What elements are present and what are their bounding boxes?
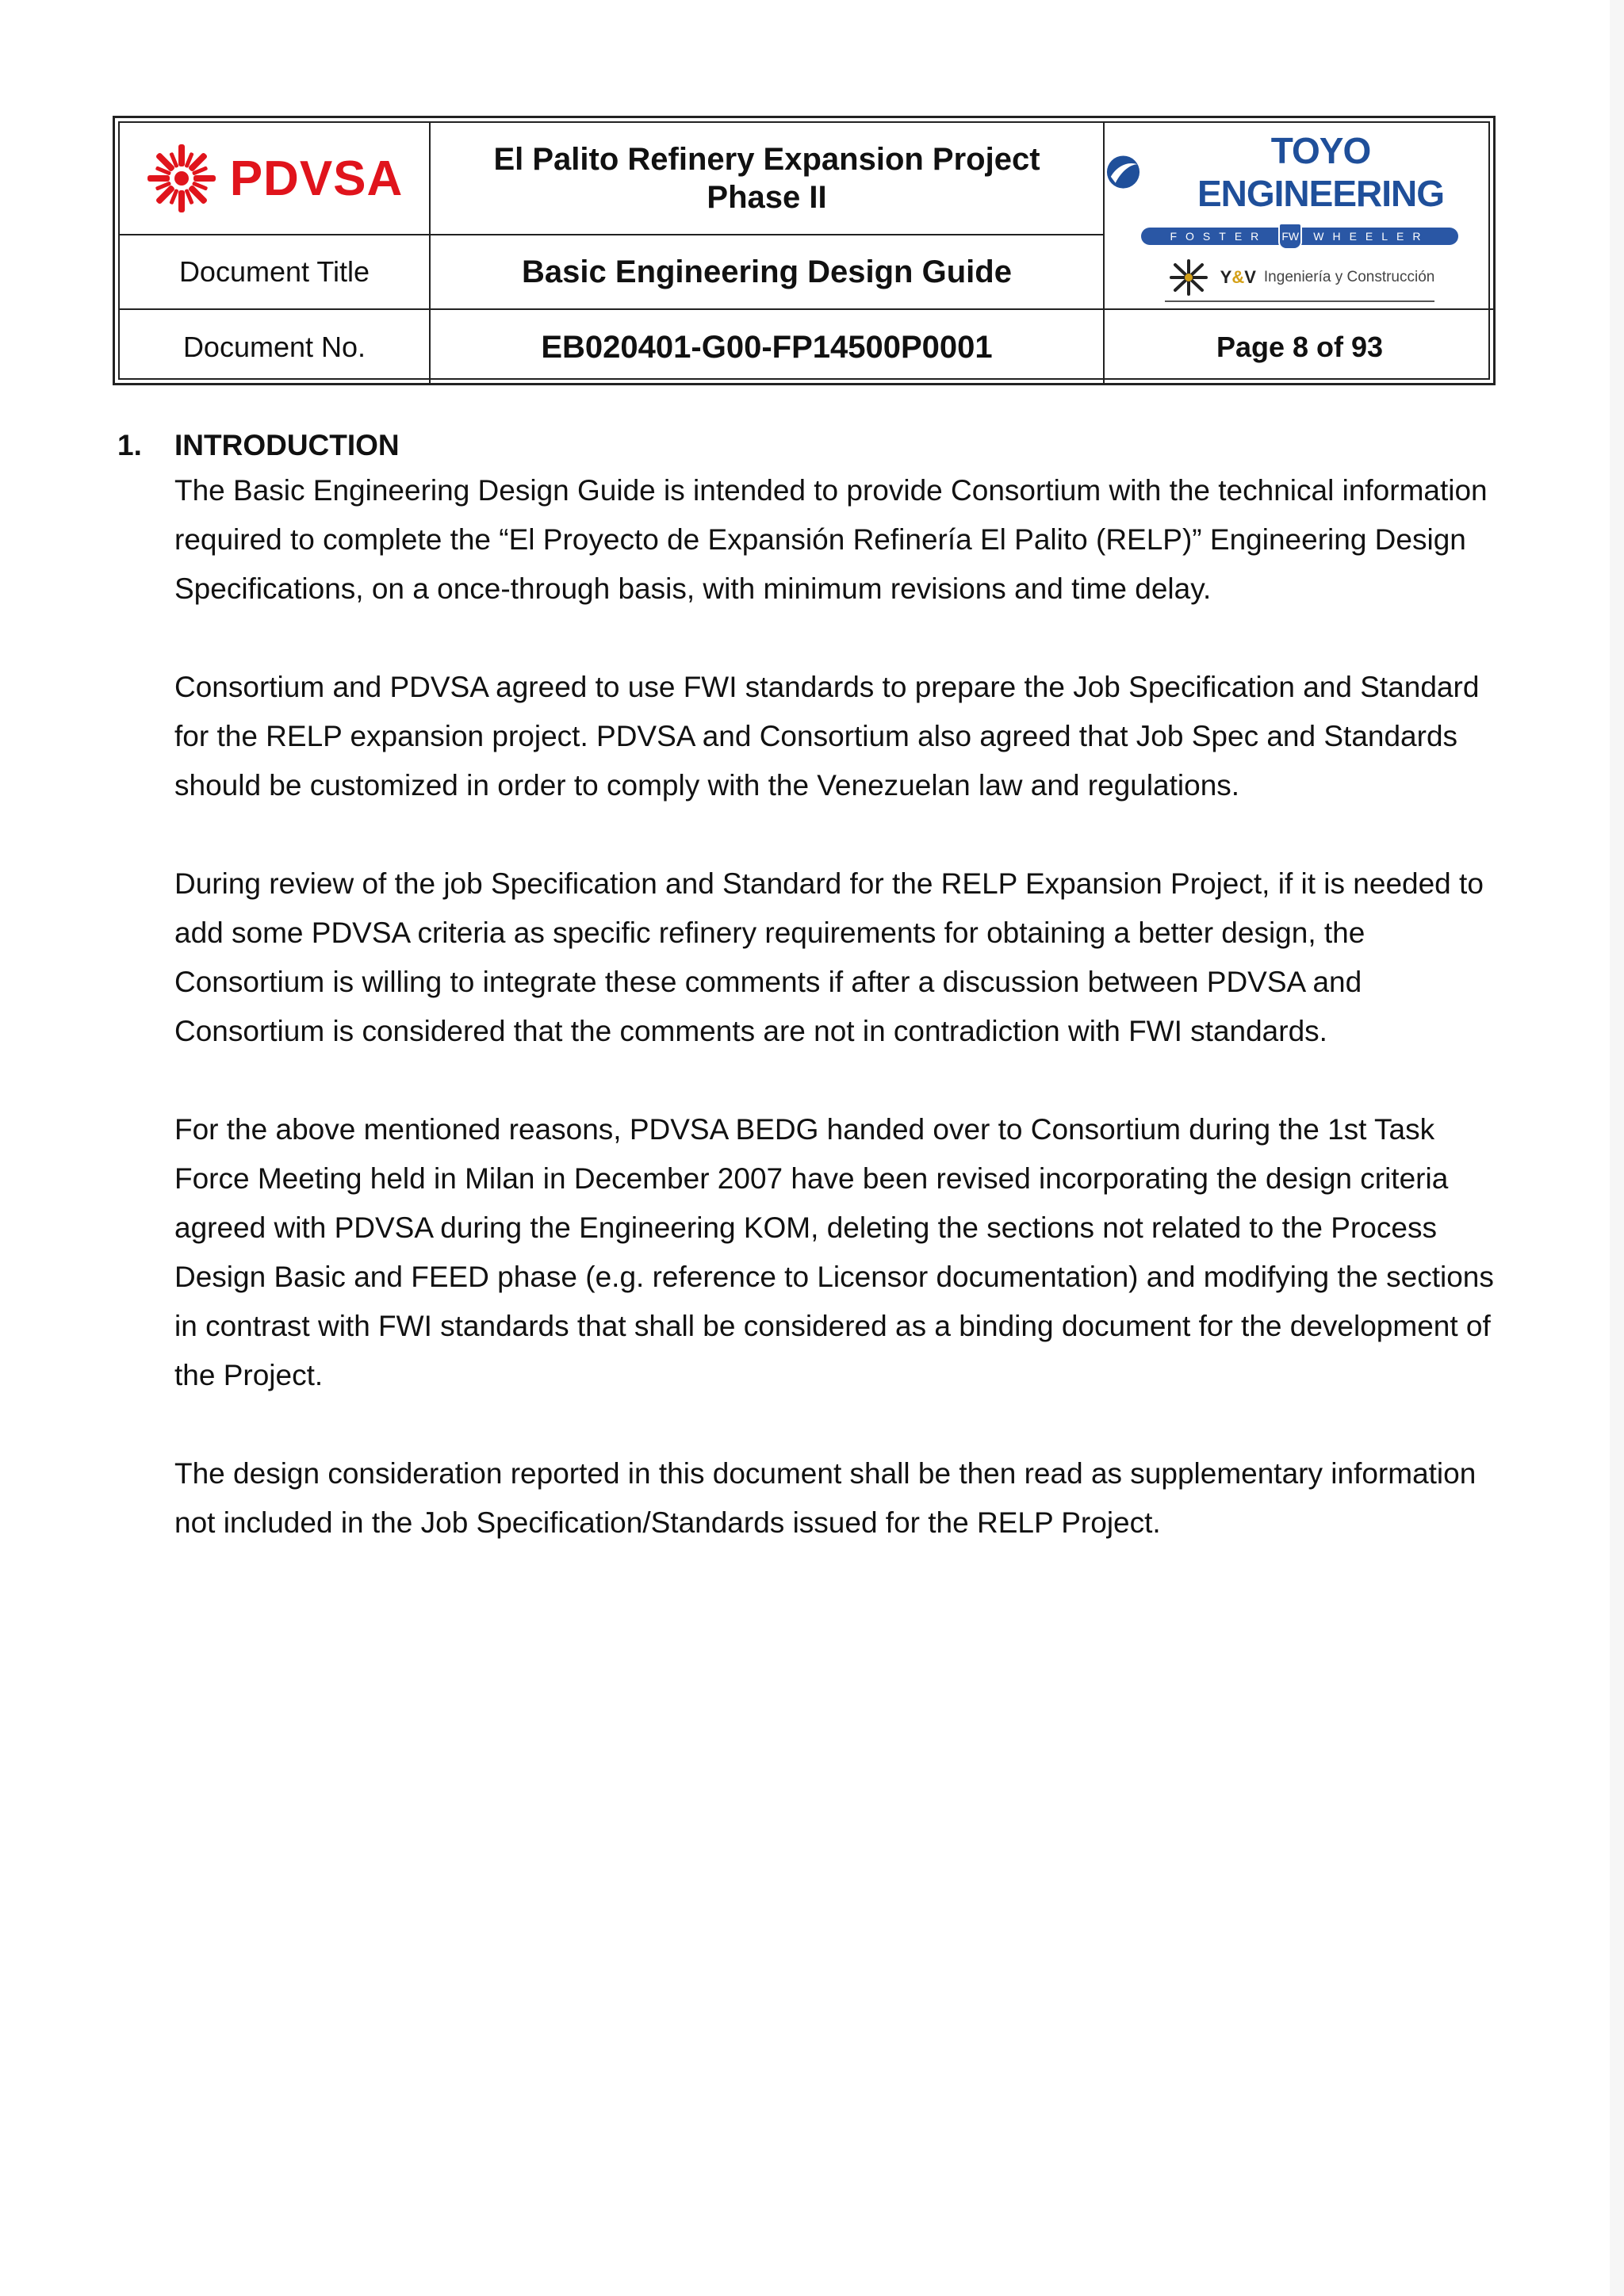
fw-left-text: FOSTER (1170, 230, 1268, 243)
pdvsa-sun-icon (146, 143, 217, 214)
paragraph-5: The design consideration reported in this document shall be then read as supplementary information not included in the Job Specification/Standards issued for the RELP Project. (174, 1457, 1477, 1539)
yv-tagline: Ingeniería y Construcción (1263, 269, 1435, 285)
pdvsa-logo (146, 143, 404, 214)
paragraph-4: For the above mentioned reasons, PDVSA BEDG handed over to Consortium during the 1st Task Force Meeting held in Milan in December 2007 have been revised incorporating the design criteria agreed with PDVSA during the Engineering KOM, deleting the sections not related to the Process Design Basic and FEED phase (e.g. reference to Licensor documentation) and modifying the sections in contrast with FWI standards that shall be considered as a binding document for the development of the Project. (174, 1113, 1494, 1391)
fw-emblem-icon: FW (1278, 223, 1302, 250)
page-indicator: Page 8 of 93 (1216, 331, 1384, 363)
yv-logo (1165, 258, 1435, 302)
toyo-logo (1105, 129, 1495, 215)
fw-right-text: WHEELER (1313, 230, 1430, 243)
introduction-section (117, 425, 1497, 1548)
doc-title-value: Basic Engineering Design Guide (522, 254, 1012, 289)
toyo-wordmark: TOYO ENGINEERING (1197, 130, 1445, 214)
page-edge (1610, 0, 1624, 2296)
yv-star-icon (1165, 258, 1212, 297)
foster-wheeler-logo (1141, 228, 1458, 245)
doc-no-label: Document No. (182, 331, 366, 363)
toyo-globe-icon (1105, 153, 1142, 191)
doc-no-value: EB020401-G00-FP14500P0001 (541, 330, 993, 365)
yv-wordmark: Y&V (1220, 267, 1256, 287)
paragraph-2: Consortium and PDVSA agreed to use FWI standards to prepare the Job Specification and Standard for the RELP expansion project. PDVSA and Consortium also agreed that Job Spec and Standards should be customized in order to comply with the Venezuelan law and regulations. (174, 671, 1480, 802)
project-title: El Palito Refinery Expansion Project Phase II (493, 142, 1040, 215)
section-heading (117, 425, 1497, 466)
pdvsa-wordmark: PDVSA (229, 151, 404, 206)
paragraph-1: The Basic Engineering Design Guide is intended to provide Consortium with the technical information required to complete the “El Proyecto de Expansión Refinería El Palito (RELP)” Engineering Design Specifications, on a once-through basis, with minimum revisions and time delay. (174, 474, 1488, 605)
doc-title-label: Document Title (178, 255, 370, 288)
section-title: INTRODUCTION (174, 429, 400, 461)
partner-logos-cell (1105, 123, 1495, 308)
pdvsa-logo-cell (120, 123, 429, 234)
section-number: 1. (117, 429, 142, 461)
paragraph-3: During review of the job Specification and Standard for the RELP Expansion Project, if it is needed to add some PDVSA criteria as specific refinery requirements for obtaining a better design, the Consortium is willing to integrate these comments if after a discussion between PDVSA and Consortium is considered that the comments are not in contradiction with FWI standards. (174, 867, 1484, 1047)
document-header-table (113, 116, 1496, 385)
